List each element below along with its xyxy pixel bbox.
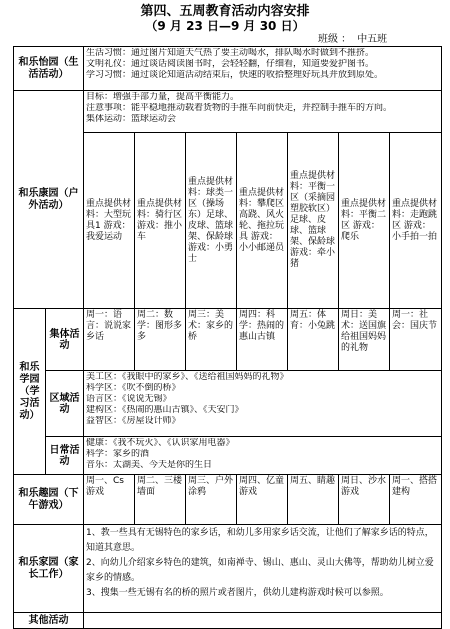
daily-activity-label: 日常活动 (46, 437, 84, 475)
study-group-row (14, 309, 442, 371)
schedule-table (13, 46, 442, 629)
afternoon-day-4: 周四、亿童游戏 (237, 475, 288, 525)
area-line-build: 建构区：《热闹的惠山古镇》、《天安门》 (86, 405, 244, 415)
class-value: 中五班 (357, 34, 388, 45)
life-line-study: 学习习惯：通过谈论知道活动结束后，快速的收拾整理好玩具并放到原处。 (86, 70, 384, 80)
group-day-4: 周四：科学：热闹的惠山古镇 (237, 309, 288, 371)
outdoor-col-5: 重点提供材料：平衡一区（采摘园塑胶软区）足球、皮球、篮球架、保龄球 游戏：牵小猪 (288, 133, 339, 309)
page-title: 第四、五周教育活动内容安排 (140, 4, 310, 19)
area-line-puzzle: 益智区：《房屋设计师》 (86, 416, 181, 426)
area-activity-content (84, 371, 442, 437)
daily-line-health: 健康：《我不玩火》、《认识家用电器》 (86, 438, 235, 448)
home-content (84, 525, 442, 613)
outdoor-col-1: 重点提供材料：大型玩具1 游戏：我爱运动 (84, 133, 135, 309)
group-day-6: 周日：美术：送国旗给祖国妈妈的礼物 (339, 309, 390, 371)
daily-activity-content (84, 437, 442, 475)
afternoon-label: 和乐趣园（下午游戏） (14, 475, 84, 525)
outdoor-col-6: 重点提供材料：平衡二区 游戏：爬乐 (339, 133, 390, 309)
group-day-1: 周一：语言：说说家乡话 (84, 309, 135, 371)
group-day-3: 周三：美术：家乡的桥 (186, 309, 237, 371)
outdoor-intro (84, 91, 442, 133)
afternoon-day-6: 周日、沙水游戏 (339, 475, 390, 525)
study-area-row (14, 371, 442, 437)
other-content (84, 613, 442, 629)
home-row (14, 525, 442, 613)
area-line-language: 语言区：《说说无锡》 (86, 394, 172, 404)
outdoor-goal: 目标：增强手部力量，提高平衡能力。 (86, 92, 240, 102)
page-subtitle: （9 月 23 日—9 月 30 日） (145, 19, 305, 33)
life-content (84, 47, 442, 91)
group-day-2: 周二：数学：图形多多 (135, 309, 186, 371)
home-item-3: 3、搜集一些无锡有名的桥的照片或者图片，供幼儿建构游戏时候可以参照。 (86, 588, 389, 598)
life-label: 和乐怡园（生活活动） (14, 47, 84, 91)
study-label: 和乐学园（学习活动） (14, 309, 46, 475)
home-item-2: 2、向幼儿介绍家乡特色的建筑，如南禅寺、锡山、惠山、灵山大佛等，帮助幼儿树立爱家乡的情感。 (86, 558, 434, 583)
outdoor-label: 和乐康园（户外活动） (14, 91, 84, 309)
afternoon-day-3: 周三、户外涂鸦 (186, 475, 237, 525)
home-label: 和乐家园（家长工作） (14, 525, 84, 613)
home-item-1: 1、教一些具有无锡特色的家乡话，和幼儿多用家乡话交流，让他们了解家乡话的特点，知道其意思。 (86, 528, 434, 553)
group-activity-label: 集体活动 (46, 309, 84, 371)
other-label: 其他活动 (14, 613, 84, 629)
daily-line-music: 音乐：太湖美、今天是你的生日 (86, 460, 213, 470)
afternoon-row (14, 475, 442, 525)
outdoor-col-3: 重点提供材料：球类一区（操场东）足球、皮球、篮球架、保龄球 游戏：小勇士 (186, 133, 237, 309)
outdoor-intro-row (14, 91, 442, 133)
outdoor-col-2: 重点提供材料：骑行区 游戏：推小车 (135, 133, 186, 309)
outdoor-col-4: 重点提供材料：攀爬区 高跷、风火轮、拖拉玩具 游戏：小小邮递员 (237, 133, 288, 309)
study-daily-row (14, 437, 442, 475)
area-line-art: 美工区：《我眼中的家乡》、《送给祖国妈妈的礼物》 (86, 372, 289, 382)
afternoon-day-7: 周一、搭搭建构 (390, 475, 442, 525)
daily-line-science: 科学：家乡的酒 (86, 449, 150, 459)
group-day-5: 周五：体育：小兔跳 (288, 309, 339, 371)
life-line-habit: 生活习惯：通过图片知道天气热了要主动喝水，排队喝水时做到不推挤。 (86, 48, 375, 58)
class-label: 班级 ： (318, 34, 352, 45)
area-activity-label: 区域活动 (46, 371, 84, 437)
life-row (14, 47, 442, 91)
outdoor-group-sport: 集体运动：篮球运动会 (86, 114, 177, 124)
group-day-7: 周一：社会：国庆节 (390, 309, 442, 371)
afternoon-day-1: 周一、Cs 游戏 (84, 475, 135, 525)
life-line-manners: 文明礼仪：通过谈话阅读图书时，会轻轻翻，仔细看，知道要爱护图书。 (86, 59, 375, 69)
other-row (14, 613, 442, 629)
outdoor-notice: 注意事项：能平稳地推动载着货物的手推车向前快走，并控制手推车的方向。 (86, 103, 393, 113)
outdoor-col-7: 重点提供材料：走跑跳区 游戏：小手拍一拍 (390, 133, 442, 309)
class-line (318, 34, 393, 46)
area-line-science: 科学区：《吹不倒的桥》 (86, 383, 181, 393)
afternoon-day-2: 周二、三楼墙面 (135, 475, 186, 525)
afternoon-day-5: 周五、睛趣 (288, 475, 339, 525)
